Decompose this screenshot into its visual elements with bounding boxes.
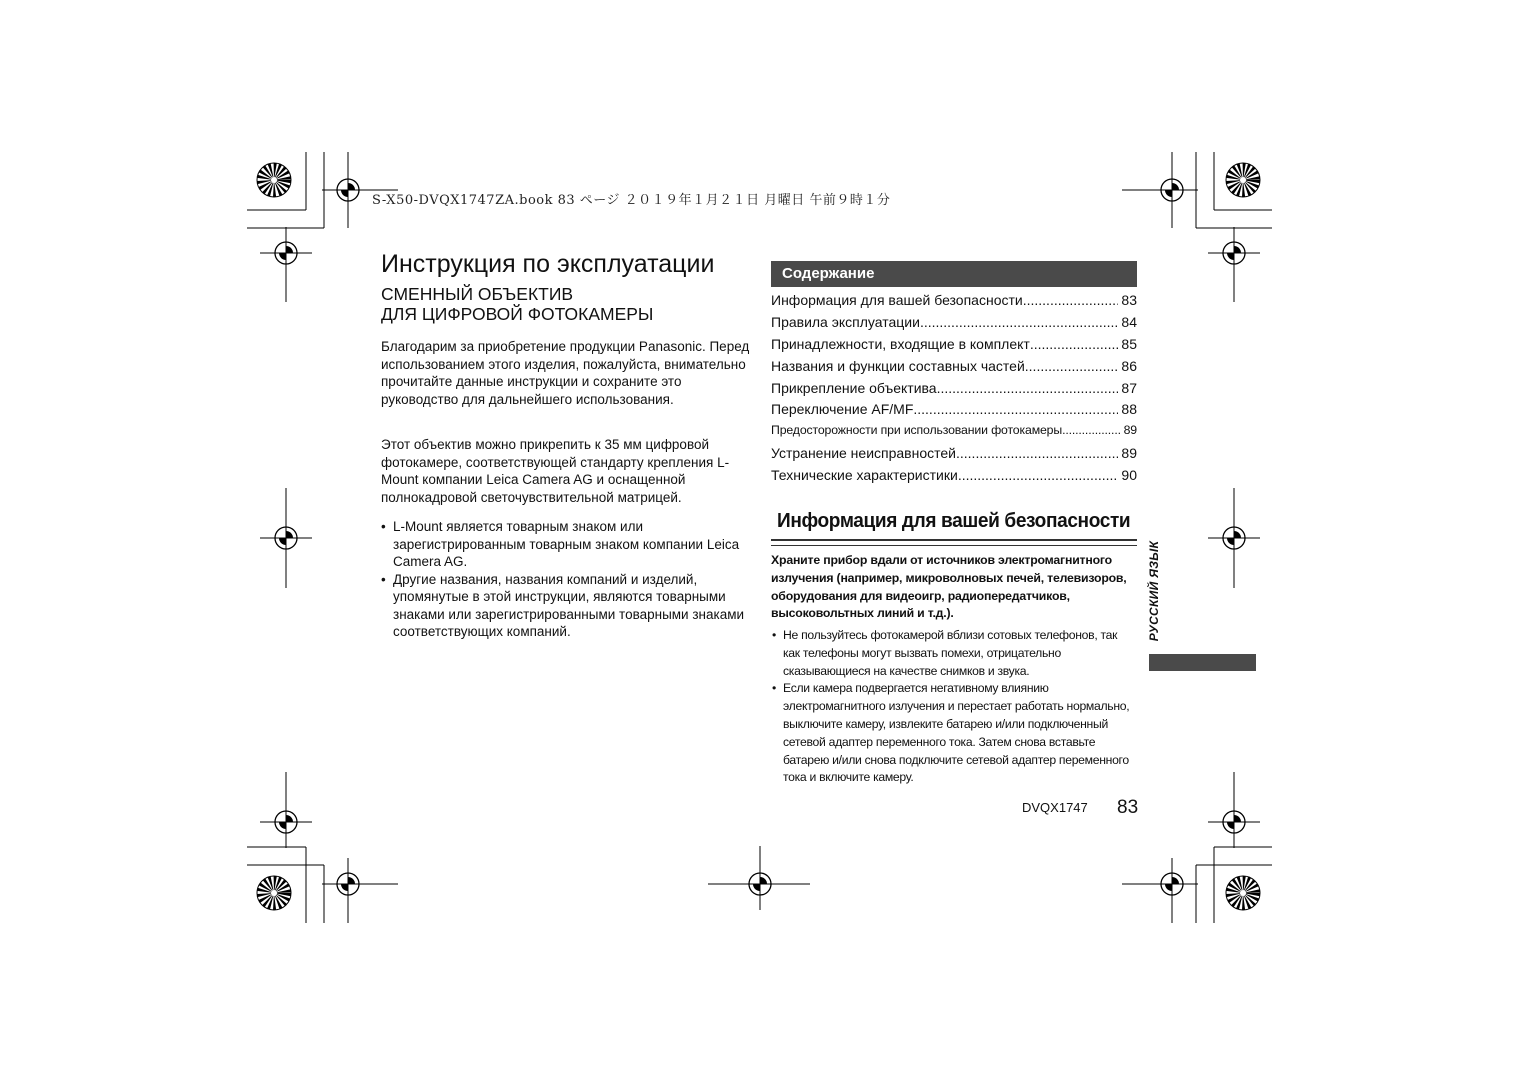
print-header: S-X50-DVQX1747ZA.book 83 ページ ２０１９年１月２１日 月曜日 午前９時１分 bbox=[372, 193, 891, 208]
safety-warning: Храните прибор вдали от источников электромагнитного излучения (например, микроволновых печей, телевизоров, оборудования для видеоигр, радиопередатчиков, высоковольтных линий и т.д.). bbox=[771, 553, 1127, 621]
toc-item-label: Информация для вашей безопасности bbox=[771, 292, 1023, 308]
list-item: • L-Mount является товарным знаком или зарегистрированным товарным знаком компании Leica Camera AG. bbox=[381, 518, 751, 571]
list-item: • Другие названия, названия компаний и изделий, упомянутые в этой инструкции, являются товарными знаками или зарегистрированными товарными знаками соответствующих компаний. bbox=[381, 571, 751, 641]
toc-leader-dots bbox=[937, 380, 1119, 396]
toc-item-label: Предосторожности при использовании фотокамеры bbox=[771, 423, 1063, 438]
section-divider bbox=[771, 539, 1137, 546]
list-item: • Не пользуйтесь фотокамерой вблизи сотовых телефонов, так как телефоны могут вызвать помехи, отрицательно сказывающиеся на качестве снимков и звука. bbox=[771, 627, 1137, 680]
intro-paragraph: Благодарим за приобретение продукции Panasonic. Перед использованием этого изделия, пожалуйста, внимательно прочитайте данные инструкции и сохраните это руководство для дальнейшего использования. bbox=[381, 339, 750, 407]
subtitle-line-1: СМЕННЫЙ ОБЪЕКТИВ bbox=[381, 284, 574, 304]
toc-item[interactable] bbox=[771, 314, 1137, 336]
toc-item-page: 88 bbox=[1121, 401, 1137, 418]
toc-leader-dots bbox=[913, 401, 1118, 417]
toc-item-label: Устранение неисправностей bbox=[771, 445, 956, 462]
toc-item-label: Прикрепление объектива bbox=[771, 379, 937, 396]
toc-leader-dots bbox=[958, 467, 1119, 483]
language-tab-label: РУССКИЙ ЯЗЫК bbox=[1147, 540, 1162, 642]
toc-item[interactable] bbox=[771, 423, 1137, 445]
toc-item-page: 85 bbox=[1121, 335, 1137, 352]
toc-item[interactable] bbox=[771, 467, 1137, 489]
toc-item-page: 90 bbox=[1121, 467, 1137, 484]
toc-item-page: 89 bbox=[1121, 445, 1137, 462]
trademark-list bbox=[381, 518, 751, 641]
language-tab bbox=[1139, 536, 1169, 646]
toc-item[interactable] bbox=[771, 336, 1137, 358]
language-tab-bar bbox=[1149, 654, 1256, 671]
table-of-contents bbox=[771, 292, 1137, 489]
page-title: Инструкция по эксплуатации bbox=[381, 250, 715, 278]
toc-item-page: 86 bbox=[1121, 357, 1137, 374]
subtitle-line-2: ДЛЯ ЦИФРОВОЙ ФОТОКАМЕРЫ bbox=[381, 304, 654, 324]
toc-item-page: 89 bbox=[1123, 423, 1137, 438]
lens-info-paragraph: Этот объектив можно прикрепить к 35 мм цифровой фотокамере, соответствующей стандарту крепления L-Mount компании Leica Camera AG и оснащенной полнокадровой светочувствительной матрицей. bbox=[381, 437, 730, 505]
list-item: • Если камера подвергается негативному влиянию электромагнитного излучения и перестает работать нормально, выключите камеру, извлеките батарею и/или подключенный сетевой адаптер переменного тока. Затем снова вставьте батарею и/или снова подключите сетевой адаптер переменного тока и включите камеру. bbox=[771, 680, 1137, 787]
toc-leader-dots bbox=[1030, 336, 1119, 352]
toc-item-label: Переключение AF/MF bbox=[771, 401, 914, 418]
product-subtitle bbox=[381, 284, 653, 324]
toc-leader-dots bbox=[1062, 423, 1121, 437]
toc-leader-dots bbox=[1023, 292, 1119, 308]
toc-item-label: Принадлежности, входящие в комплект bbox=[771, 335, 1030, 352]
toc-item-page: 84 bbox=[1121, 313, 1137, 330]
toc-item-label: Названия и функции составных частей bbox=[771, 357, 1025, 374]
toc-item[interactable] bbox=[771, 380, 1137, 402]
toc-leader-dots bbox=[920, 314, 1118, 330]
toc-item[interactable] bbox=[771, 358, 1137, 380]
toc-item-label: Технические характеристики bbox=[771, 467, 958, 484]
toc-item-label: Правила эксплуатации bbox=[771, 313, 920, 330]
toc-item-page: 87 bbox=[1121, 379, 1137, 396]
toc-leader-dots bbox=[1025, 358, 1119, 374]
safety-section-title: Информация для вашей безопасности bbox=[777, 509, 1131, 532]
toc-item-page: 83 bbox=[1121, 292, 1137, 308]
toc-leader-dots bbox=[956, 445, 1118, 461]
document-code: DVQX1747 bbox=[1022, 800, 1088, 815]
safety-list bbox=[771, 627, 1137, 787]
toc-item[interactable] bbox=[771, 445, 1137, 467]
toc-heading: Содержание bbox=[771, 261, 1137, 287]
toc-item[interactable] bbox=[771, 292, 1137, 314]
toc-item[interactable] bbox=[771, 401, 1137, 423]
page-number: 83 bbox=[1117, 797, 1139, 818]
